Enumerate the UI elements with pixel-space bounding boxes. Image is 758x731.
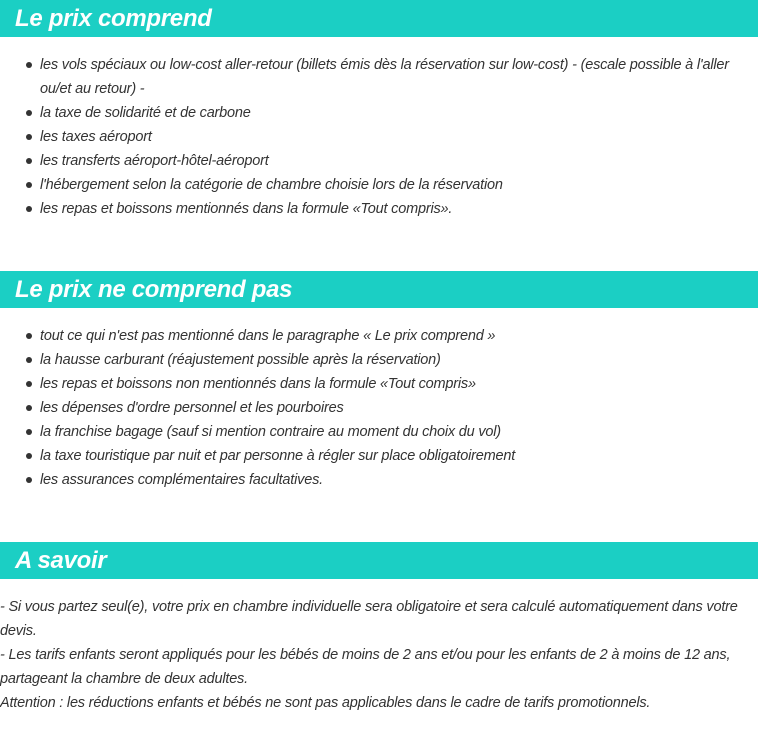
bullet-icon [26, 182, 32, 188]
list-item [0, 101, 740, 125]
bullet-icon [26, 158, 32, 164]
list-item [0, 348, 740, 372]
list-item-text: les dépenses d'ordre personnel et les pourboires [40, 400, 344, 416]
info-paragraph-seul: - Si vous partez seul(e), votre prix en chambre individuelle sera obligatoire et sera calculé automatiquement dans votre devis. [0, 599, 738, 639]
list-item-text: les repas et boissons mentionnés dans la formule «Tout compris». [40, 201, 453, 217]
list-item-text: la franchise bagage (sauf si mention contraire au moment du choix du vol) [40, 424, 501, 440]
list-item [0, 444, 740, 468]
list-item-text: les vols spéciaux ou low-cost aller-retour (billets émis dès la réservation sur low-cost) - (escale possible à l'aller ou/et au retour) - [40, 57, 729, 97]
list-prix-ne-comprend-pas [0, 324, 740, 492]
list-item [0, 173, 740, 197]
bullet-icon [26, 405, 32, 411]
list-item [0, 149, 740, 173]
section-header-a-savoir: A savoir [0, 542, 758, 579]
list-item-text: les taxes aéroport [40, 129, 152, 145]
list-item [0, 53, 740, 101]
list-prix-comprend [0, 53, 740, 221]
list-item-text: la taxe touristique par nuit et par personne à régler sur place obligatoirement [40, 448, 516, 464]
bullet-icon [26, 110, 32, 116]
bullet-icon [26, 477, 32, 483]
list-item-text: l'hébergement selon la catégorie de chambre choisie lors de la réservation [40, 177, 503, 193]
bullet-icon [26, 453, 32, 459]
list-item-text: les repas et boissons non mentionnés dans la formule «Tout compris» [40, 376, 476, 392]
list-item [0, 372, 740, 396]
list-item [0, 324, 740, 348]
bullet-icon [26, 206, 32, 212]
list-item [0, 125, 740, 149]
bullet-icon [26, 357, 32, 363]
list-item-text: les transferts aéroport-hôtel-aéroport [40, 153, 269, 169]
bullet-icon [26, 381, 32, 387]
bullet-icon [26, 134, 32, 140]
list-item-text: la taxe de solidarité et de carbone [40, 105, 251, 121]
list-item-text: tout ce qui n'est pas mentionné dans le paragraphe « Le prix comprend » [40, 328, 496, 344]
bullet-icon [26, 333, 32, 339]
info-paragraph-attention: Attention : les réductions enfants et bébés ne sont pas applicables dans le cadre de tarifs promotionnels. [0, 695, 651, 711]
section-header-prix-ne-comprend-pas: Le prix ne comprend pas [0, 271, 758, 308]
list-item-text: la hausse carburant (réajustement possible après la réservation) [40, 352, 441, 368]
list-item [0, 396, 740, 420]
list-item [0, 420, 740, 444]
list-item-text: les assurances complémentaires facultatives. [40, 472, 323, 488]
info-paragraph-tarifs-enfants: - Les tarifs enfants seront appliqués pour les bébés de moins de 2 ans et/ou pour les enfants de 2 à moins de 12 ans, partageant la chambre de deux adultes. [0, 647, 731, 687]
list-item [0, 197, 740, 221]
section-header-prix-comprend: Le prix comprend [0, 0, 758, 37]
bullet-icon [26, 62, 32, 68]
bullet-icon [26, 429, 32, 435]
list-item [0, 468, 740, 492]
